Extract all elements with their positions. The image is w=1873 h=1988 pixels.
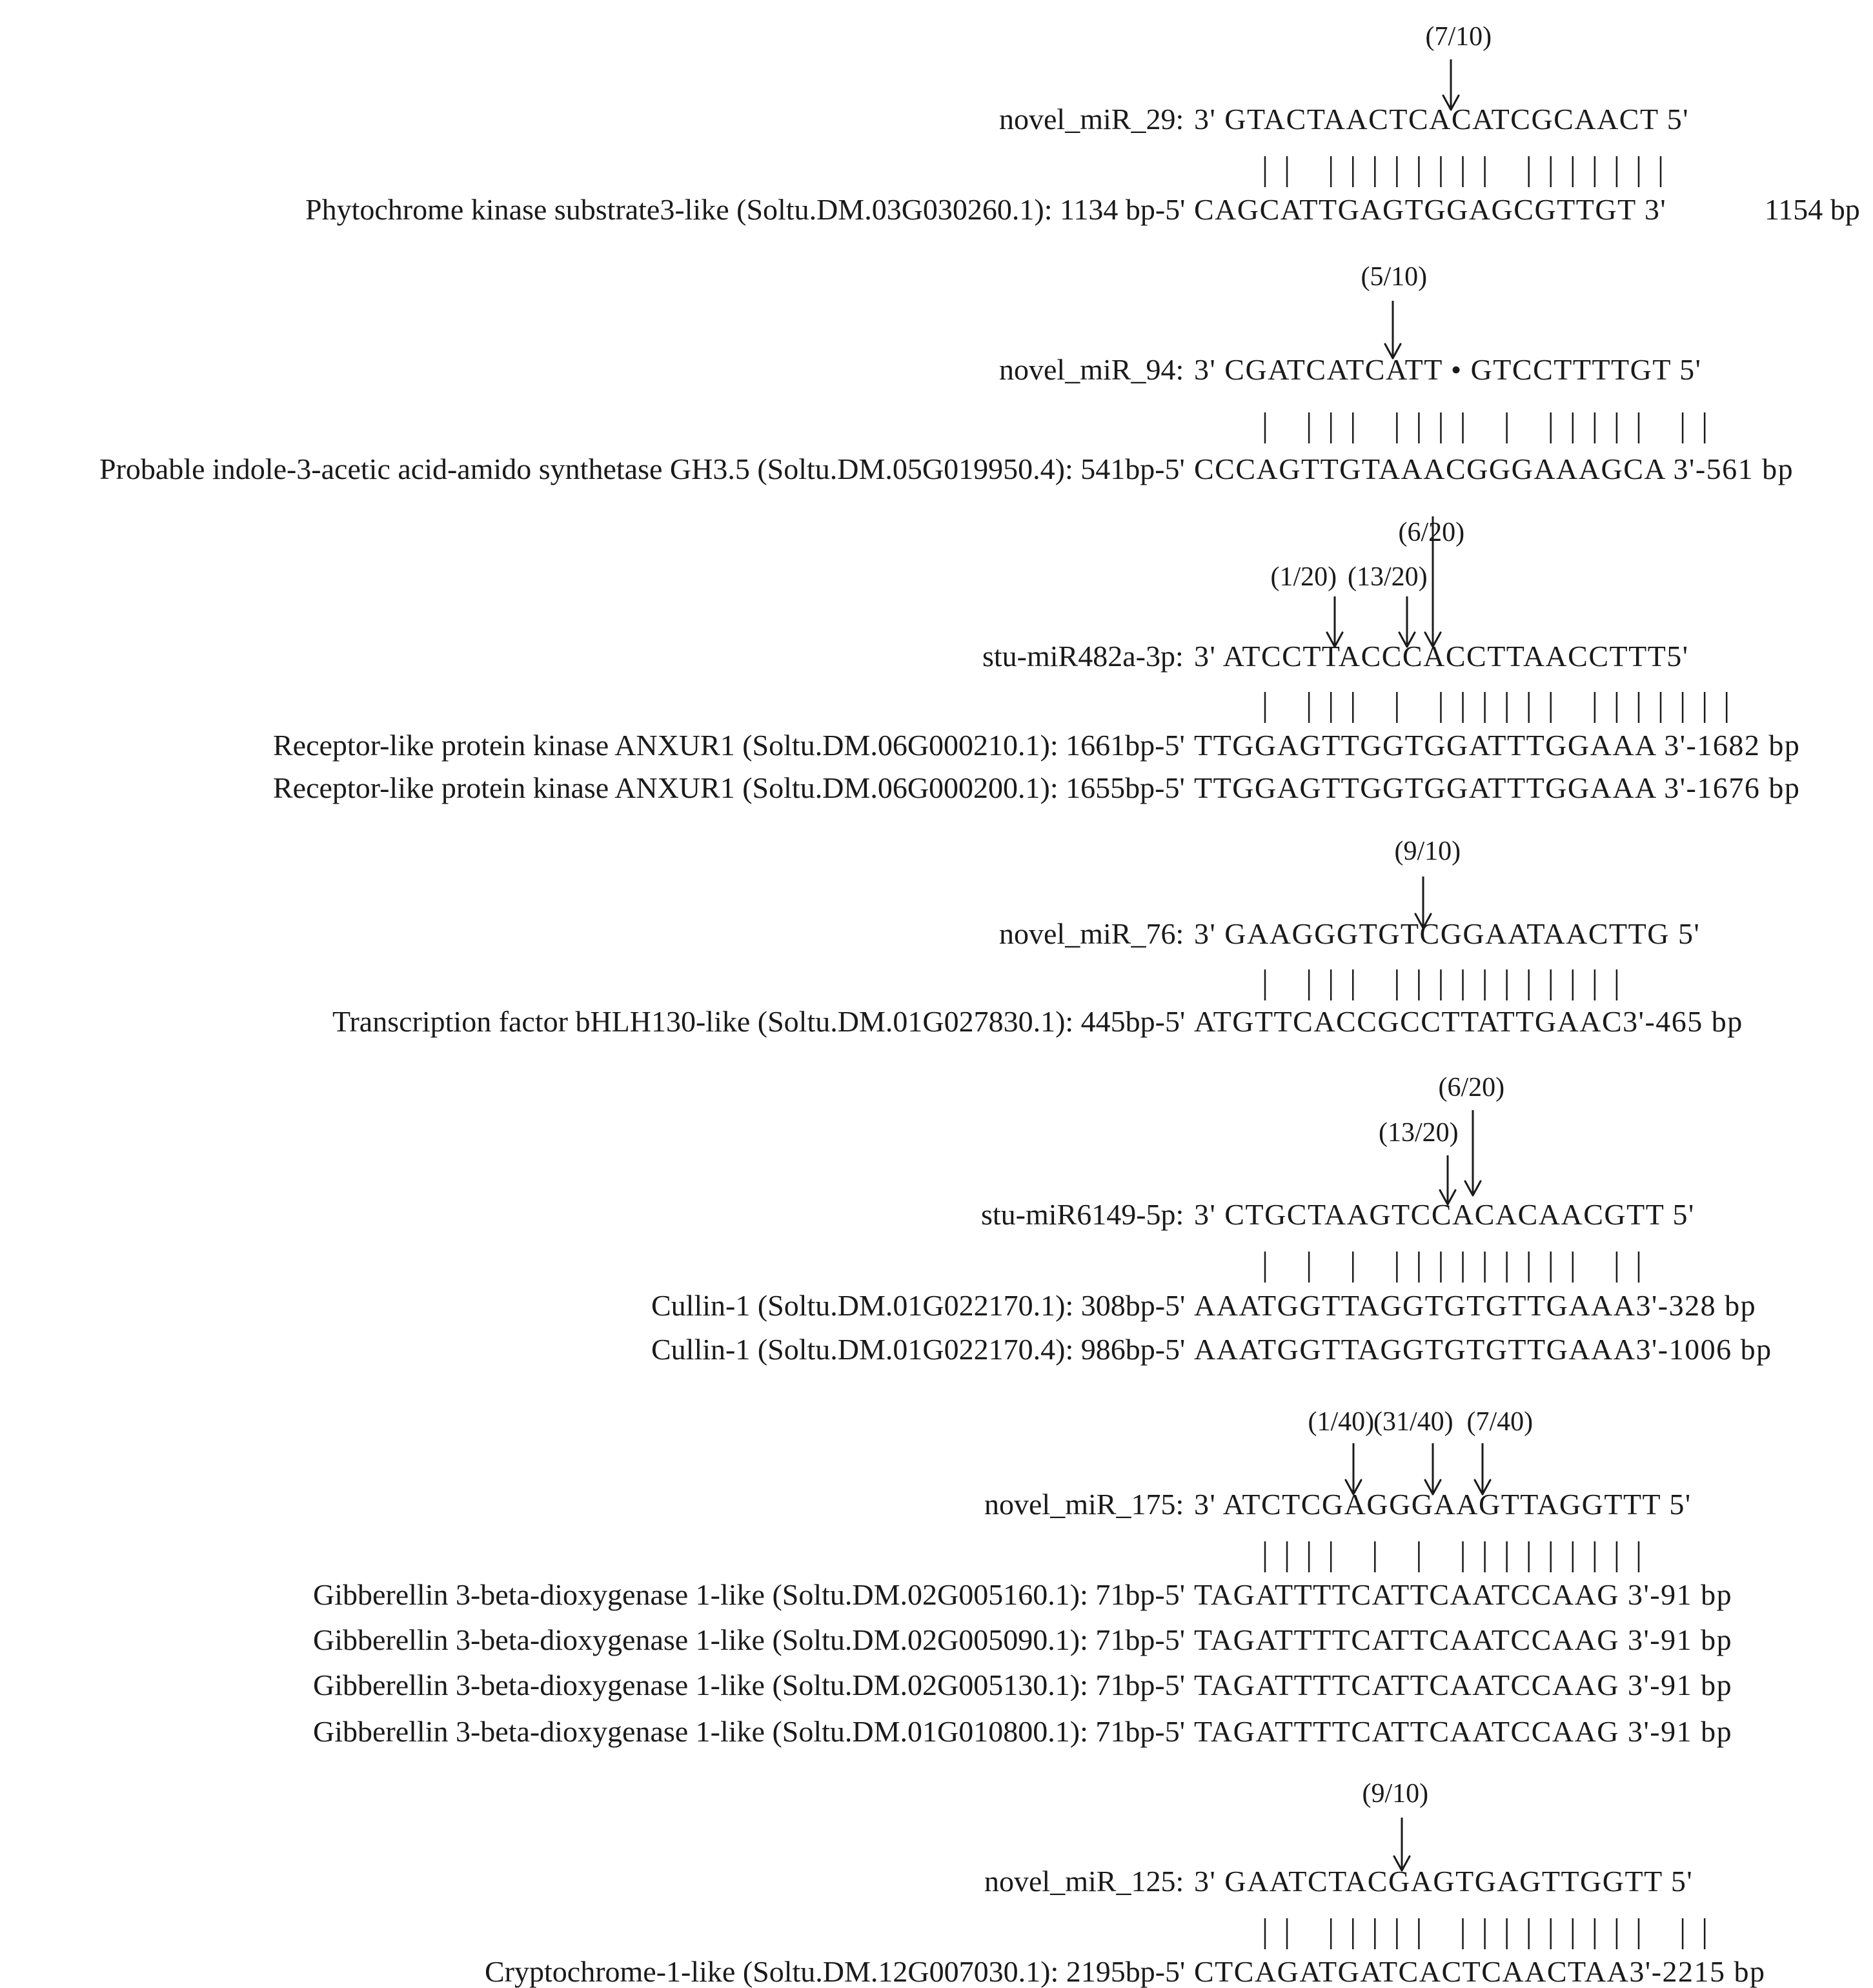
cleavage-frequency-label: (1/20) (1270, 562, 1337, 592)
mirna-name: novel_miR_175: (984, 1488, 1184, 1521)
cleavage-frequency-label: (1/40) (1308, 1407, 1375, 1437)
mirna-sequence: 3' ATCTCGAGGGAAGTTAGGTTT 5' (1194, 1488, 1692, 1521)
mirna-sequence: 3' ATCCTTACCCACCTTAACCTTT5' (1194, 640, 1689, 673)
mirna-sequence: 3' CGATCATCATT • GTCCTTTTGT 5' (1194, 353, 1702, 386)
cleavage-frequency-label: (13/20) (1379, 1118, 1459, 1148)
target-description: Transcription factor bHLH130-like (Soltu.DM.01G027830.1): 445bp-5' (332, 1005, 1186, 1038)
target-sequence: TAGATTTTCATTCAATCCAAG 3'-91 bp (1194, 1669, 1733, 1701)
target-sequence: ATGTTCACCGCCTTATTGAAC3'-465 bp (1194, 1005, 1743, 1038)
target-description: Cryptochrome-1-like (Soltu.DM.12G007030.1): 2195bp-5' (485, 1955, 1186, 1988)
target-description: Gibberellin 3-beta-dioxygenase 1-like (Soltu.DM.01G010800.1): 71bp-5' (313, 1715, 1185, 1748)
mirna-sequence: 3' GAAGGGTGTCGGAATAACTTG 5' (1194, 917, 1701, 950)
target-description: Receptor-like protein kinase ANXUR1 (Soltu.DM.06G000210.1): 1661bp-5' (273, 729, 1185, 762)
target-sequence: CAGCATTGAGTGGAGCGTTGT 3' (1194, 193, 1667, 226)
target-description: Cullin-1 (Soltu.DM.01G022170.1): 308bp-5' (651, 1289, 1186, 1322)
cleavage-frequency-label: (9/10) (1362, 1779, 1429, 1809)
target-sequence: TTGGAGTTGGTGGATTTGGAAA 3'-1676 bp (1194, 771, 1801, 804)
target-description: Cullin-1 (Soltu.DM.01G022170.4): 986bp-5' (651, 1333, 1186, 1366)
mirna-sequence: 3' CTGCTAAGTCCACACAACGTT 5' (1194, 1198, 1695, 1231)
target-sequence: TAGATTTTCATTCAATCCAAG 3'-91 bp (1194, 1715, 1733, 1748)
target-sequence: CTCAGATGATCACTCAACTAA3'-2215 bp (1194, 1955, 1766, 1988)
mirna-sequence: 3' GAATCTACGAGTGAGTTGGTT 5' (1194, 1865, 1694, 1898)
mirna-name: novel_miR_94: (999, 353, 1184, 386)
mirna-name: stu-miR6149-5p: (981, 1198, 1184, 1231)
target-description: Probable indole-3-acetic acid-amido synthetase GH3.5 (Soltu.DM.05G019950.4): 541bp-5' (99, 452, 1185, 485)
mirna-name: novel_miR_29: (999, 103, 1184, 136)
cleavage-frequency-label: (7/10) (1425, 22, 1492, 52)
target-sequence: TAGATTTTCATTCAATCCAAG 3'-91 bp (1194, 1623, 1733, 1656)
target-end-position: 1154 bp (1765, 193, 1860, 226)
mirna-name: novel_miR_125: (984, 1865, 1184, 1898)
cleavage-frequency-label: (31/40) (1373, 1407, 1453, 1437)
mirna-name: stu-miR482a-3p: (982, 640, 1184, 673)
cleavage-frequency-label: (7/40) (1466, 1407, 1534, 1437)
target-description: Gibberellin 3-beta-dioxygenase 1-like (Soltu.DM.02G005130.1): 71bp-5' (313, 1669, 1185, 1701)
target-description: Receptor-like protein kinase ANXUR1 (Soltu.DM.06G000200.1): 1655bp-5' (273, 771, 1185, 804)
cleavage-frequency-label: (6/20) (1398, 518, 1465, 547)
target-sequence: CCCAGTTGTAAACGGGAAAGCA 3'-561 bp (1194, 452, 1794, 485)
target-sequence: AAATGGTTAGGTGTGTTGAAA3'-1006 bp (1194, 1333, 1772, 1366)
target-description: Phytochrome kinase substrate3-like (Soltu.DM.03G030260.1): 1134 bp-5' (305, 193, 1186, 226)
cleavage-frequency-label: (13/20) (1348, 562, 1428, 592)
target-description: Gibberellin 3-beta-dioxygenase 1-like (Soltu.DM.02G005090.1): 71bp-5' (313, 1623, 1185, 1656)
target-sequence: TAGATTTTCATTCAATCCAAG 3'-91 bp (1194, 1578, 1733, 1611)
cleavage-frequency-label: (6/20) (1438, 1073, 1505, 1102)
target-sequence: TTGGAGTTGGTGGATTTGGAAA 3'-1682 bp (1194, 729, 1801, 762)
cleavage-frequency-label: (9/10) (1394, 837, 1461, 866)
mirna-sequence: 3' GTACTAACTCACATCGCAACT 5' (1194, 103, 1690, 136)
target-sequence: AAATGGTTAGGTGTGTTGAAA3'-328 bp (1194, 1289, 1757, 1322)
cleavage-frequency-label: (5/10) (1361, 262, 1428, 292)
target-description: Gibberellin 3-beta-dioxygenase 1-like (Soltu.DM.02G005160.1): 71bp-5' (313, 1578, 1185, 1611)
mirna-name: novel_miR_76: (999, 917, 1184, 950)
